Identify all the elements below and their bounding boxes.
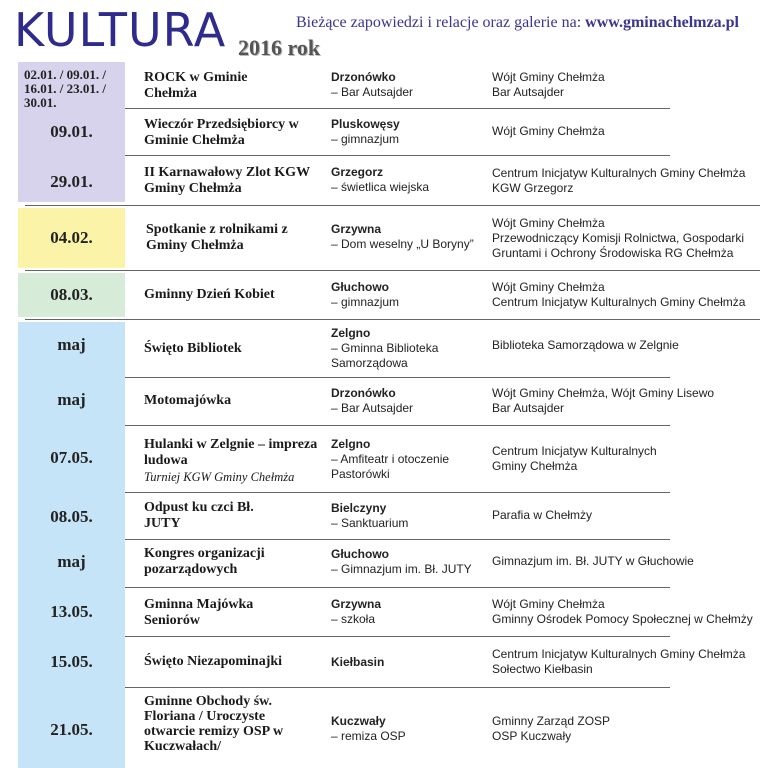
row-separator — [125, 687, 670, 688]
event-date: 02.01. / 09.01. / 16.01. / 23.01. / 30.01. — [24, 67, 106, 110]
place-name: Drzonówko — [331, 386, 396, 400]
event-place — [331, 597, 491, 627]
event-title: Gminne Obchody św. Floriana / Uroczyste otwarcie remizy OSP w Kuczwałach/ — [144, 694, 284, 754]
event-title: II Karnawałowy Zlot KGW Gminy Chełmża — [144, 165, 310, 196]
place-name: Głuchowo — [331, 280, 389, 294]
organizer: Wójt Gminy Chełmża — [492, 124, 605, 138]
organizer: KGW Grzegorz — [492, 181, 574, 195]
organizer: Centrum Inicjatyw Kulturalnych Gminy Chełmża — [492, 295, 746, 309]
place-detail: – remiza OSP — [331, 729, 406, 743]
organizer: Gimnazjum im. Bł. JUTY w Głuchowie — [492, 554, 694, 568]
place-name: Zelgno — [331, 437, 371, 451]
event-date: 08.05. — [50, 507, 93, 526]
event-place — [331, 655, 491, 670]
place-name: Zelgno — [331, 326, 371, 340]
event-title: Gminna Majówka Seniorów — [144, 597, 254, 628]
event-date: 09.01. — [50, 122, 93, 141]
organizer: Wójt Gminy Chełmża, Wójt Gminy Lisewo — [492, 386, 715, 400]
event-place — [331, 222, 491, 252]
row-separator — [25, 319, 760, 320]
event-organizers — [492, 166, 778, 196]
event-organizers — [492, 124, 778, 139]
row-separator — [25, 205, 760, 206]
event-organizers — [492, 714, 778, 744]
organizer: Gminy Chełmża — [492, 459, 578, 473]
event-title: ROCK w Gminie Chełmża — [144, 70, 248, 101]
place-name: Grzywna — [331, 222, 382, 236]
organizer: Gminny Zarząd ZOSP — [492, 714, 611, 728]
tagline — [296, 14, 739, 32]
event-title: Święto Bibliotek — [144, 341, 242, 356]
event-date: 04.02. — [50, 228, 93, 247]
event-date: 07.05. — [50, 448, 93, 467]
event-date: maj — [57, 552, 86, 571]
place-detail: – Bar Autsajder — [331, 401, 414, 415]
row-separator — [125, 108, 670, 109]
event-title: Gminny Dzień Kobiet — [144, 287, 275, 302]
place-detail: – gimnazjum — [331, 295, 400, 309]
organizer: Centrum Inicjatyw Kulturalnych Gminy Chełmża — [492, 647, 746, 661]
website-link[interactable]: www.gminachelmza.pl — [585, 14, 739, 31]
event-date: maj — [57, 335, 86, 354]
event-place — [331, 437, 461, 482]
event-organizers — [492, 70, 778, 100]
event-organizers — [492, 647, 778, 677]
event-organizers — [492, 386, 778, 416]
event-place — [331, 326, 461, 371]
event-title: Kongres organizacji pozarządowych — [144, 546, 265, 577]
event-place — [331, 714, 491, 744]
organizer: Centrum Inicjatyw Kulturalnych — [492, 444, 657, 458]
row-separator — [125, 492, 670, 493]
place-detail: – Bar Autsajder — [331, 85, 414, 99]
event-date: 21.05. — [50, 720, 93, 739]
place-detail: – Amfiteatr i otoczenie Pastorówki — [331, 452, 450, 481]
organizer: Wójt Gminy Chełmża — [492, 280, 605, 294]
row-separator — [125, 636, 670, 637]
organizer: Wójt Gminy Chełmża — [492, 216, 605, 230]
row-separator — [125, 587, 670, 588]
organizer: Wójt Gminy Chełmża — [492, 70, 605, 84]
event-title: Wieczór Przedsiębiorcy w Gminie Chełmża — [144, 117, 299, 148]
event-date: 29.01. — [50, 172, 93, 191]
event-title: Święto Niezapominajki — [144, 654, 283, 669]
place-name: Grzegorz — [331, 165, 384, 179]
place-name: Głuchowo — [331, 547, 389, 561]
page-header — [0, 0, 780, 62]
row-separator — [125, 155, 670, 156]
organizer: Wójt Gminy Chełmża — [492, 597, 605, 611]
place-name: Drzonówko — [331, 70, 396, 84]
event-organizers — [492, 597, 778, 627]
place-name: Grzywna — [331, 597, 382, 611]
event-date: maj — [57, 390, 86, 409]
event-organizers — [492, 216, 778, 261]
organizer: Gruntami i Ochrony Środowiska RG Chełmża — [492, 246, 734, 260]
event-organizers — [492, 444, 778, 474]
organizer: Przewodniczący Komisji Rolnictwa, Gospodarki — [492, 231, 745, 245]
event-title: Motomajówka — [144, 393, 232, 408]
row-separator — [125, 539, 670, 540]
organizer: Gminny Ośrodek Pomocy Społecznej w Chełmży — [492, 612, 753, 626]
event-title-text: Hulanki w Zelgnie – impreza ludowa — [144, 437, 318, 468]
organizer: Sołectwo Kiełbasin — [492, 662, 593, 676]
event-organizers — [492, 508, 778, 523]
event-place — [331, 117, 491, 147]
place-detail: – świetlica wiejska — [331, 180, 430, 194]
organizer: Biblioteka Samorządowa w Zelgnie — [492, 338, 679, 352]
event-title: Odpust ku czci Bł. JUTY — [144, 500, 254, 531]
place-name: Pluskowęsy — [331, 117, 400, 131]
place-name: Bielczyny — [331, 501, 387, 515]
place-name: Kuczwały — [331, 714, 386, 728]
organizer: OSP Kuczwały — [492, 729, 572, 743]
place-detail: – Dom weselny „U Boryny” — [331, 237, 474, 251]
place-detail: – Sanktuarium — [331, 516, 409, 530]
event-place — [331, 386, 491, 416]
event-organizers — [492, 280, 778, 310]
place-detail: – szkoła — [331, 612, 376, 626]
event-organizers — [492, 554, 778, 569]
event-place — [331, 547, 491, 577]
tagline-text: Bieżące zapowiedzi i relacje oraz galerie na: — [296, 14, 586, 31]
place-detail: – Gimnazjum im. Bł. JUTY — [331, 562, 472, 576]
event-organizers — [492, 338, 778, 353]
event-date: 08.03. — [50, 285, 93, 304]
event-title: Spotkanie z rolnikami z Gminy Chełmża — [146, 222, 288, 253]
place-detail: – gimnazjum — [331, 132, 400, 146]
event-date: 15.05. — [50, 652, 93, 671]
event-place — [331, 501, 491, 531]
event-subtitle: Turniej KGW Gminy Chełmża — [144, 470, 295, 484]
event-date: 13.05. — [50, 602, 93, 621]
row-separator — [125, 377, 670, 378]
event-place — [331, 70, 491, 100]
event-place — [331, 280, 491, 310]
place-detail: – Gminna Biblioteka Samorządowa — [331, 341, 439, 370]
place-name: Kiełbasin — [331, 655, 385, 669]
organizer: Centrum Inicjatyw Kulturalnych Gminy Chełmża — [492, 166, 746, 180]
row-separator — [25, 270, 760, 271]
organizer: Bar Autsajder — [492, 401, 565, 415]
page-title: KULTURA — [14, 3, 227, 57]
organizer: Parafia w Chełmży — [492, 508, 593, 522]
row-separator — [125, 425, 670, 426]
event-title — [144, 437, 324, 485]
event-place — [331, 165, 491, 195]
organizer: Bar Autsajder — [492, 85, 565, 99]
year-label: 2016 rok — [238, 35, 321, 60]
